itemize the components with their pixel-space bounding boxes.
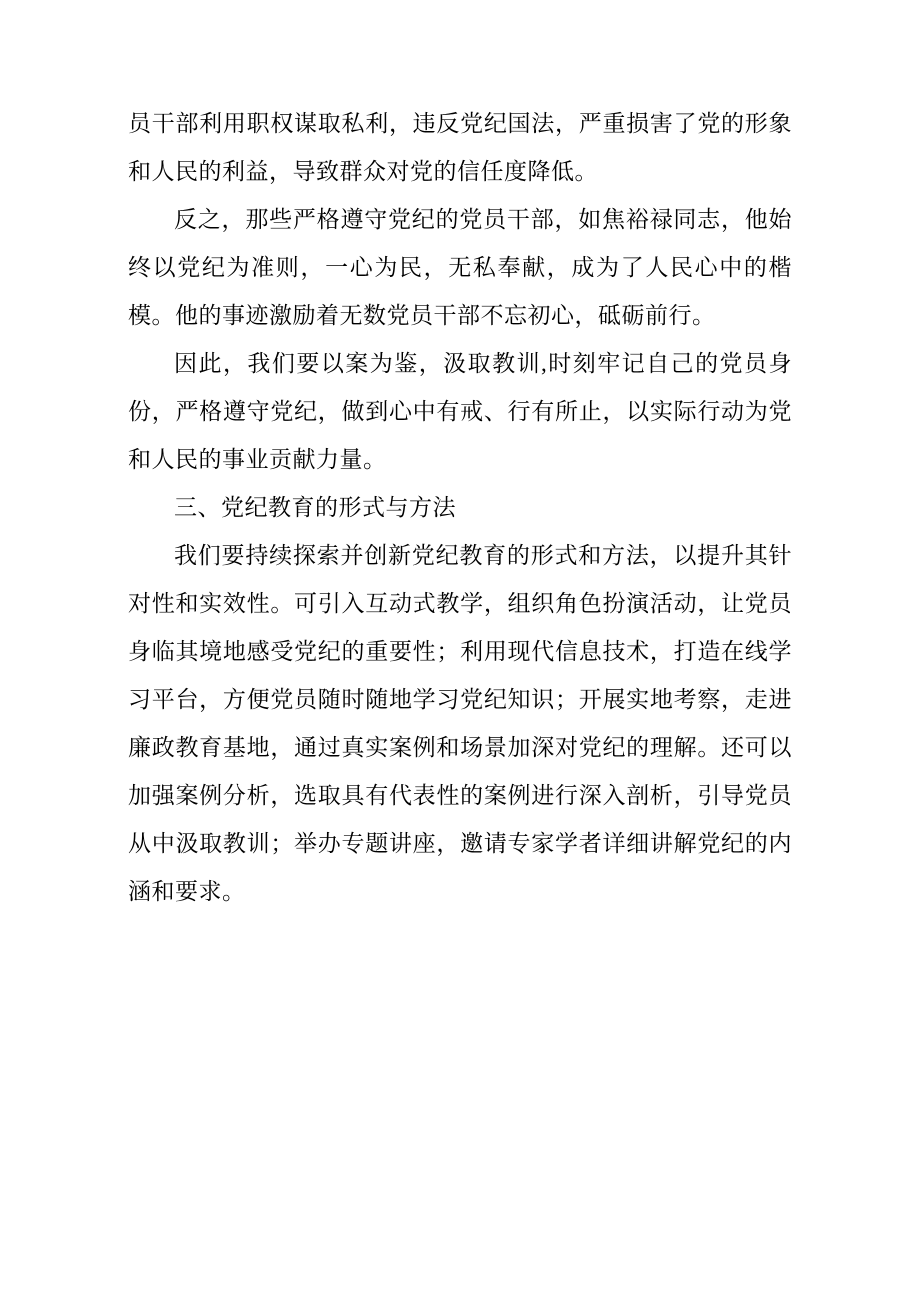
paragraph: 我们要持续探索并创新党纪教育的形式和方法，以提升其针对性和实效性。可引入互动式教学，组织角色扮演活动，让党员身临其境地感受党纪的重要性；利用现代信息技术，打造在线学习平台，方便党员随时随地学习党纪知识；开展实地考察，走进廉政教育基地，通过真实案例和场景加深对党纪的理解。还可以加强案例分析，选取具有代表性的案例进行深入剖析，引导党员从中汲取教训；举办专题讲座，邀请专家学者详细讲解党纪的内涵和要求。: [128, 543, 792, 904]
paragraph: 因此，我们要以案为鉴，汲取教训,时刻牢记自己的党员身份，严格遵守党纪，做到心中有戒、行有所止，以实际行动为党和人民的事业贡献力量。: [128, 351, 792, 472]
paragraph-continuation: 员干部利用职权谋取私利，违反党纪国法，严重损害了党的形象和人民的利益，导致群众对党的信任度降低。: [128, 111, 792, 184]
document-body: [128, 100, 792, 916]
paragraph: 反之，那些严格遵守党纪的党员干部，如焦裕禄同志，他始终以党纪为准则，一心为民，无私奉献，成为了人民心中的楷模。他的事迹激励着无数党员干部不忘初心，砥砺前行。: [128, 207, 792, 328]
section-heading: 三、党纪教育的形式与方法: [174, 495, 456, 520]
